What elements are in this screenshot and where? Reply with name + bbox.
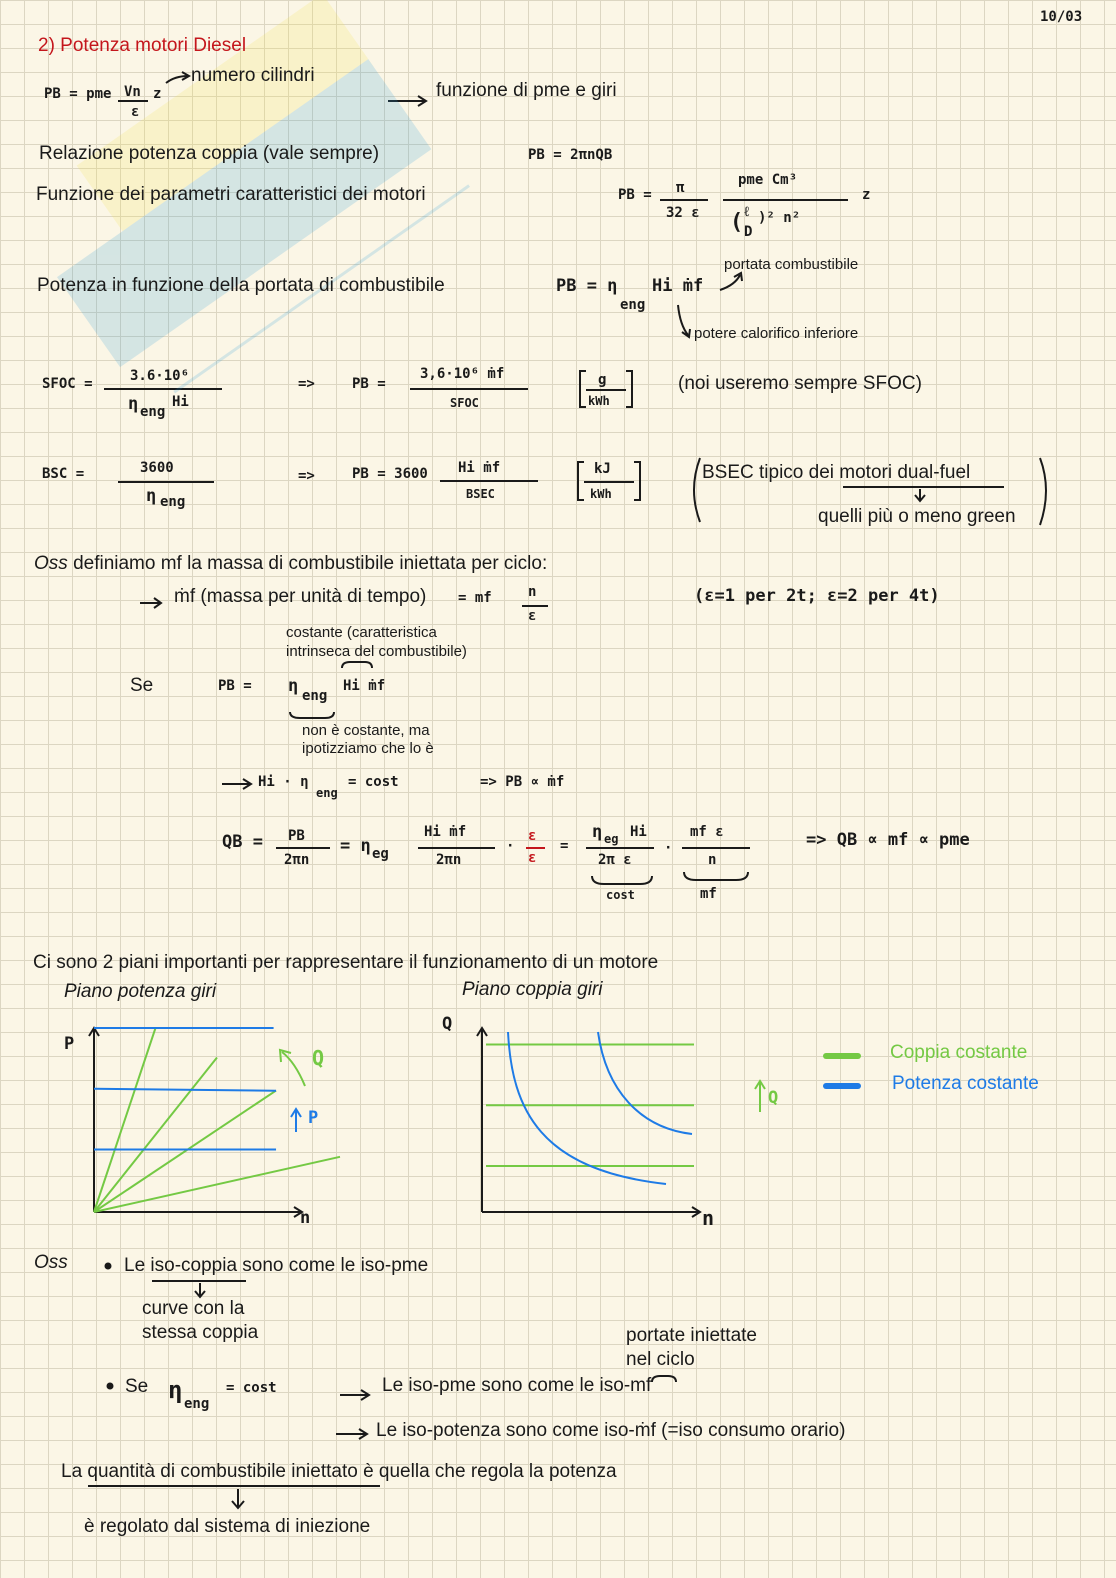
sfoc-pb: PB = bbox=[352, 376, 386, 392]
bsc-den-sub: eng bbox=[160, 494, 186, 510]
qb-lhs: QB = bbox=[222, 832, 263, 852]
oss2-b2-r2: Le iso-potenza sono come iso-ṁf (=iso consumo orario) bbox=[376, 1420, 846, 1441]
legend-potenza-costante: Potenza costante bbox=[892, 1073, 1039, 1094]
qb-dot: · bbox=[506, 838, 515, 854]
qb-eq2: = bbox=[560, 838, 569, 854]
sfoc-unit-num: g bbox=[598, 372, 607, 388]
qb-f3-num-b: Hi bbox=[630, 824, 647, 840]
coppia-costante-ray bbox=[94, 1028, 156, 1212]
f1-den: ε bbox=[131, 104, 140, 120]
note-non-costante-2: ipotizziamo che lo è bbox=[302, 740, 434, 757]
se-label: Se bbox=[130, 675, 154, 696]
bsc-unit-den: kWh bbox=[590, 487, 612, 501]
note-green: quelli più o meno green bbox=[818, 506, 1016, 527]
qb-dot2: · bbox=[664, 840, 673, 856]
bsc-pb-num: Hi ṁf bbox=[458, 460, 501, 476]
qb-f4-den: n bbox=[708, 852, 717, 868]
qb-f4-under: mf bbox=[700, 886, 717, 902]
right-chart-xlabel: n bbox=[702, 1206, 715, 1230]
left-chart-ylabel: P bbox=[64, 1034, 75, 1054]
oss1-frac-den: ε bbox=[528, 608, 537, 624]
qb-f4-num: mf ε bbox=[690, 824, 724, 840]
legend-coppia-costante: Coppia costante bbox=[890, 1042, 1028, 1063]
cost-c: => PB ∝ ṁf bbox=[480, 774, 565, 790]
bsc-arrow: => bbox=[298, 468, 315, 484]
qb-f1-num: PB bbox=[288, 828, 305, 844]
potenza-costante-line bbox=[94, 1089, 276, 1091]
bsc-unit-num: kJ bbox=[594, 461, 611, 477]
fp-frac2-num: pme Cm³ bbox=[738, 172, 798, 188]
qb-f2-num: Hi ṁf bbox=[424, 824, 467, 840]
fp-paren-open: ( bbox=[730, 210, 744, 235]
left-chart-title: Piano potenza giri bbox=[64, 981, 217, 1002]
bsc-den: η bbox=[146, 486, 157, 506]
oss1-arrow-text: ṁf (massa per unità di tempo) bbox=[174, 586, 427, 607]
arrow-potere bbox=[678, 305, 688, 335]
cost-a: Hi · η bbox=[258, 774, 309, 790]
fp-frac2-d: D bbox=[744, 224, 753, 240]
f1-num: Vn bbox=[124, 84, 141, 100]
bsc-pb: PB = 3600 bbox=[352, 466, 428, 482]
oss1-note: (ε=1 per 2t; ε=2 per 4t) bbox=[694, 586, 940, 606]
se-himf: Hi ṁf bbox=[343, 678, 386, 694]
sfoc-den: η bbox=[128, 394, 139, 414]
right-chart-ylabel: Q bbox=[442, 1014, 453, 1034]
oss1-frac-num: n bbox=[528, 584, 537, 600]
note-bsec: BSEC tipico dei motori dual-fuel bbox=[702, 462, 971, 483]
label-portata: Potenza in funzione della portata di combustibile bbox=[37, 275, 445, 296]
se-eta-sub: eng bbox=[302, 688, 328, 704]
f1-lhs: PB = pme bbox=[44, 86, 112, 102]
right-chart-title: Piano coppia giri bbox=[462, 979, 603, 1000]
formula-relazione: PB = 2πnQB bbox=[528, 147, 613, 163]
oss1-eq: = mf bbox=[458, 590, 492, 606]
qb-f3-under: cost bbox=[606, 888, 635, 902]
final-line2: è regolato dal sistema di iniezione bbox=[84, 1516, 371, 1537]
label-funz-parametri: Funzione dei parametri caratteristici dei motori bbox=[36, 184, 426, 205]
qb-f3-num-sub: eg bbox=[604, 832, 619, 846]
bsc-num: 3600 bbox=[140, 460, 174, 476]
sfoc-den-sub: eng bbox=[140, 404, 166, 420]
qb-f2-den: 2πn bbox=[436, 852, 462, 868]
cost-sub: eng bbox=[316, 786, 338, 800]
sfoc-num: 3.6·10⁶ bbox=[130, 368, 190, 384]
oss2-b1-note2: stessa coppia bbox=[142, 1322, 259, 1343]
fp-z: z bbox=[862, 187, 871, 203]
fp-lhs: PB = bbox=[618, 187, 652, 203]
date: 10/03 bbox=[1040, 9, 1083, 25]
arrow-portata bbox=[720, 275, 740, 290]
qb-f3-num: η bbox=[592, 822, 603, 842]
se-pb: PB = bbox=[218, 678, 252, 694]
oss1-text: Oss definiamo mf la massa di combustibile iniettata per ciclo: bbox=[34, 553, 548, 574]
fp-frac1-num: π bbox=[676, 180, 685, 196]
qb-eq1: = η bbox=[340, 836, 371, 856]
chart-coppia-giri bbox=[477, 1028, 765, 1217]
qb-f1-den: 2πn bbox=[284, 852, 310, 868]
oss2-b2-se: Se bbox=[125, 1376, 149, 1397]
label-relazione: Relazione potenza coppia (vale sempre) bbox=[39, 143, 380, 164]
fp-frac2-rest: )² n² bbox=[758, 210, 801, 226]
note-numero-cilindri: numero cilindri bbox=[191, 65, 315, 86]
note-potere-calorifico: potere calorifico inferiore bbox=[694, 325, 859, 342]
oss2-b1: Le iso-coppia sono come le iso-pme bbox=[124, 1255, 429, 1276]
oss2-b2-r1: Le iso-pme sono come le iso-mf bbox=[382, 1375, 652, 1396]
coppia-costante-ray bbox=[94, 1091, 276, 1212]
left-chart-annot-q: Q bbox=[312, 1046, 325, 1070]
sfoc-pb-den: SFOC bbox=[450, 396, 479, 410]
note-portata-combustibile: portata combustibile bbox=[724, 256, 859, 273]
left-chart-xlabel: n bbox=[300, 1208, 311, 1228]
rotation-arrow-q bbox=[282, 1052, 305, 1086]
qb-eq1-sub: eg bbox=[372, 846, 389, 862]
bsc-pb-den: BSEC bbox=[466, 487, 495, 501]
final-line1: La quantità di combustibile iniettato è quella che regola la potenza bbox=[61, 1461, 617, 1482]
fp-frac2-l: ℓ bbox=[744, 204, 750, 220]
note-sfoc: (noi useremo sempre SFOC) bbox=[678, 373, 922, 394]
qb-red-den: ε bbox=[528, 850, 537, 866]
note-costante-1: costante (caratteristica bbox=[286, 624, 437, 641]
chart-potenza-giri bbox=[89, 1028, 340, 1217]
piani-intro: Ci sono 2 piani importanti per rappresentare il funzionamento di un motore bbox=[33, 952, 659, 973]
qb-f3-den: 2π ε bbox=[598, 852, 632, 868]
oss2-b2-eta: η bbox=[168, 1376, 183, 1404]
qb-red-num: ε bbox=[528, 828, 537, 844]
left-chart-annot-p: P bbox=[308, 1108, 319, 1128]
sfoc-den-b: Hi bbox=[172, 394, 189, 410]
bsc-lhs: BSC = bbox=[42, 466, 85, 482]
fp-frac1-den: 32 ε bbox=[666, 205, 700, 221]
page-title: 2) Potenza motori Diesel bbox=[38, 35, 247, 56]
sfoc-arrow: => bbox=[298, 376, 315, 392]
sfoc-unit-den: kWh bbox=[588, 394, 610, 408]
f1-z: z bbox=[153, 86, 162, 102]
potenza-costante-curve bbox=[508, 1032, 666, 1184]
oss2-note-right2: nel ciclo bbox=[626, 1349, 695, 1370]
oss-label: Oss bbox=[34, 553, 68, 574]
oss2-b2-cost: = cost bbox=[226, 1380, 277, 1396]
portata-formula-b: Hi ṁf bbox=[652, 276, 704, 296]
portata-formula-a: PB = η bbox=[556, 276, 618, 296]
bullet bbox=[105, 1263, 112, 1270]
note-costante-2: intrinseca del combustibile) bbox=[286, 643, 467, 660]
bullet bbox=[107, 1383, 114, 1390]
potenza-costante-curve bbox=[598, 1032, 692, 1134]
qb-result: => QB ∝ mf ∝ pme bbox=[806, 830, 970, 850]
se-eta: η bbox=[288, 676, 299, 696]
portata-formula-sub: eng bbox=[620, 297, 646, 313]
oss2-label: Oss bbox=[34, 1252, 68, 1273]
cost-b: = cost bbox=[348, 774, 399, 790]
oss2-b1-note1: curve con la bbox=[142, 1298, 245, 1319]
right-chart-annot-q: Q bbox=[768, 1088, 779, 1108]
sfoc-lhs: SFOC = bbox=[42, 376, 93, 392]
note-non-costante-1: non è costante, ma bbox=[302, 722, 430, 739]
oss2-b2-sub: eng bbox=[184, 1396, 210, 1412]
note-funzione: funzione di pme e giri bbox=[436, 80, 617, 101]
oss2-note-right1: portate iniettate bbox=[626, 1325, 757, 1346]
sfoc-pb-num: 3,6·10⁶ ṁf bbox=[420, 366, 505, 382]
